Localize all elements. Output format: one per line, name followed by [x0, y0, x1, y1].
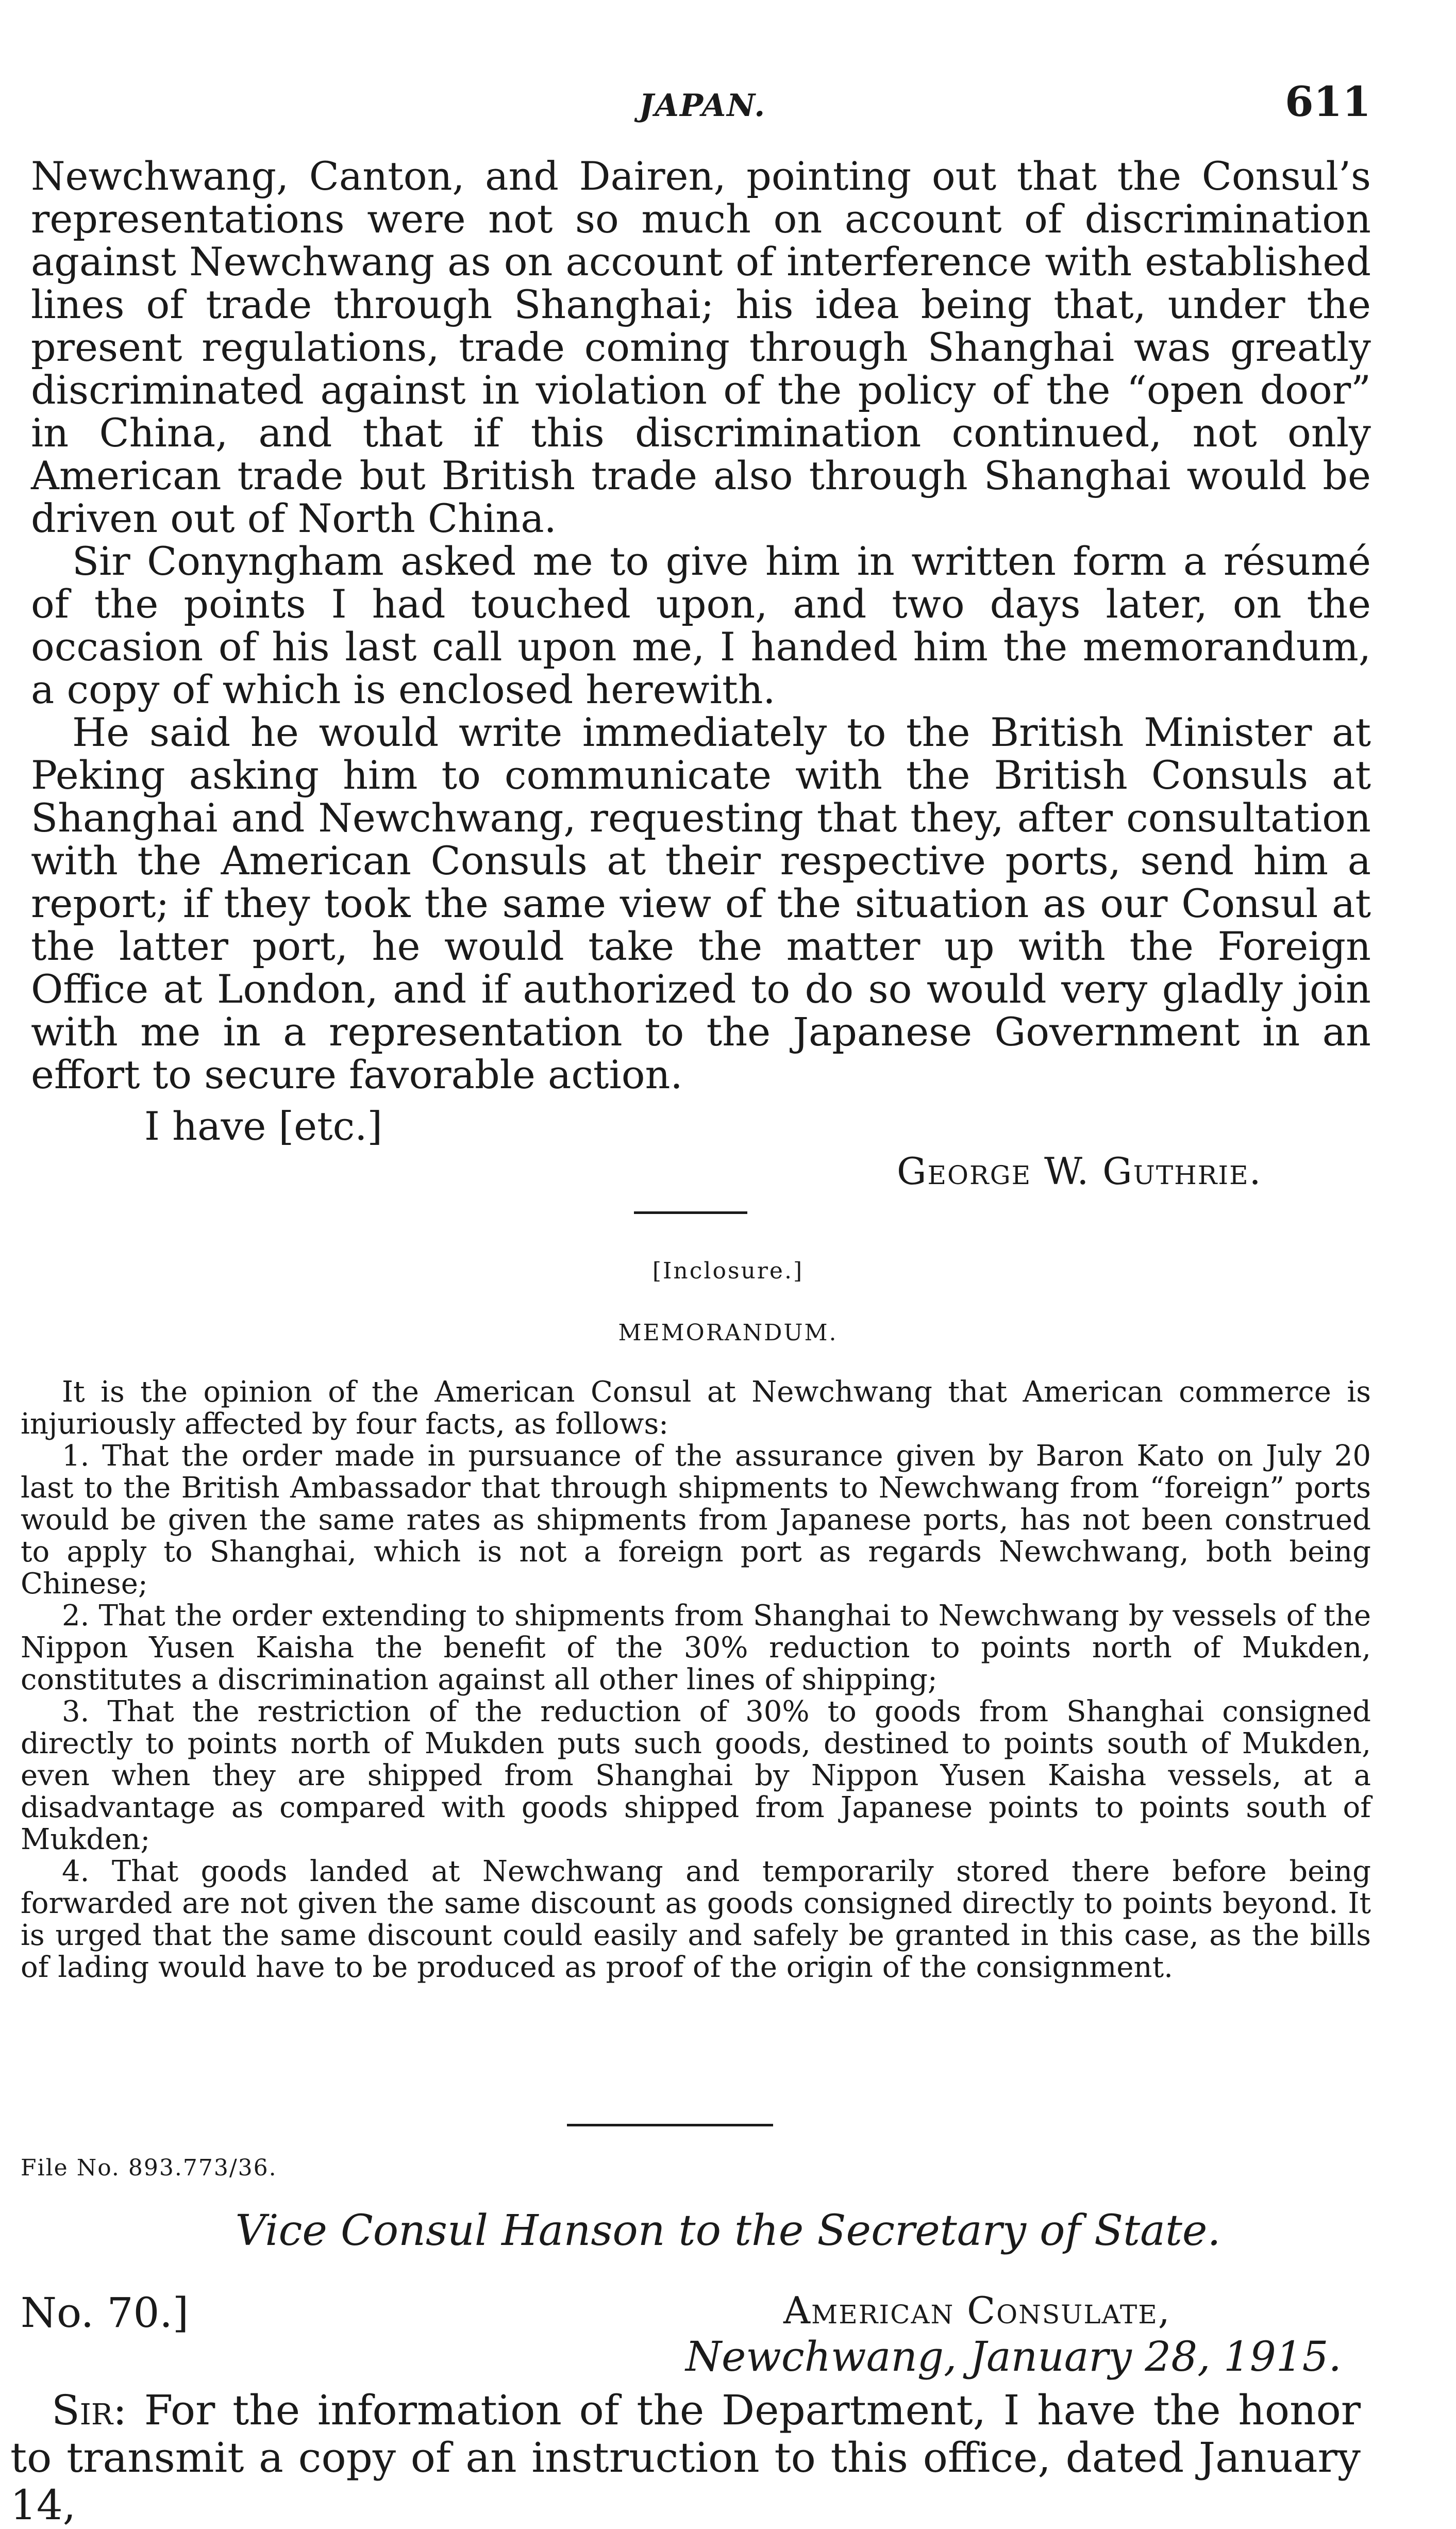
running-head: JAPAN. — [639, 88, 766, 124]
page-header — [31, 77, 1371, 134]
memo-item: 3. That the restriction of the reduction of 30% to goods from Shanghai consigned directly to points north of Mukden puts such goods, destined to points south of Mukden, even when they are shipped from Shanghai by Nippon Yusen Kaisha vessels, at a disadvantage as compared with goods shipped from Japanese points to points south of Mukden; — [21, 1695, 1371, 1856]
letter-heading: Vice Consul Hanson to the Secretary of State. — [235, 2206, 1221, 2255]
opening-text: For the information of the Department, I have the honor to transmit a copy of an instruction to this office, dated January 14, — [10, 2386, 1361, 2529]
body-paragraph: Sir Conyngham asked me to give him in written form a résumé of the points I had touched upon, and two days later, on the occasion of his last call upon me, I handed him the memorandum, a copy of which is enclosed herewith. — [31, 538, 1371, 712]
page-number: 611 — [1285, 77, 1371, 126]
signature: George W. Guthrie. — [897, 1150, 1262, 1193]
separator-rule — [567, 2124, 773, 2126]
consulate-line: American Consulate, — [783, 2289, 1171, 2332]
memo-paragraph: It is the opinion of the American Consul at Newchwang that American commerce is injuriously affected by four facts, as follows: — [21, 1375, 1371, 1441]
memo-item: 4. That goods landed at Newchwang and temporarily stored there before being forwarded are not given the same discount as goods consigned directly to points beyond. It is urged that the same discount could easily and safely be granted in this case, as the bills of lading would have to be produced as proof of the origin of the consignment. — [21, 1855, 1371, 1984]
salutation: Sir: — [52, 2386, 127, 2434]
body-paragraph: Newchwang, Canton, and Dairen, pointing out that the Consul’s representations were not so much on account of discrimination against Newchwang as on account of interference with established lines of trade through Shanghai; his idea being that, under the present regulations, trade coming through Shanghai was greatly discriminated against in violation of the policy of the “open door” in China, and that if this discrimination continued, not only American trade but British trade also through Shanghai would be driven out of North China. — [31, 153, 1371, 541]
separator-rule — [634, 1211, 747, 1214]
place-date-line: Newchwang, January 28, 1915. — [685, 2333, 1342, 2381]
memo-item: 2. That the order extending to shipments from Shanghai to Newchwang by vessels of the Nippon Yusen Kaisha the benefit of the 30% reduction to points north of Mukden, constitutes a discrimination against all other lines of shipping; — [21, 1599, 1371, 1696]
memorandum-body — [21, 1376, 1371, 1984]
memorandum-title: MEMORANDUM. — [618, 1320, 838, 1346]
memo-item: 1. That the order made in pursuance of the assurance given by Baron Kato on July 20 last to the British Ambassador that through shipments to Newchwang from “foreign” ports would be given the same rates as shipments from Japanese ports, has not been construed to apply to Shanghai, which is not a foreign port as regards Newchwang, both being Chinese; — [21, 1439, 1371, 1601]
closing-line: I have [etc.] — [144, 1103, 383, 1149]
letter-opening — [10, 2387, 1361, 2529]
letter-body — [31, 155, 1371, 1096]
body-paragraph: He said he would write immediately to the British Minister at Peking asking him to communicate with the British Consuls at Shanghai and Newchwang, requesting that they, after consultation with the American Consuls at their respective ports, send him a report; if they took the same view of the situation as our Consul at the latter port, he would take the matter up with the Foreign Office at London, and if authorized to do so would very gladly join with me in a representation to the Japanese Government in an effort to secure favorable action. — [31, 709, 1371, 1097]
dispatch-number: No. 70.] — [21, 2289, 189, 2337]
enclosure-label: [Inclosure.] — [652, 1258, 804, 1284]
file-number: File No. 893.773/36. — [21, 2155, 277, 2181]
